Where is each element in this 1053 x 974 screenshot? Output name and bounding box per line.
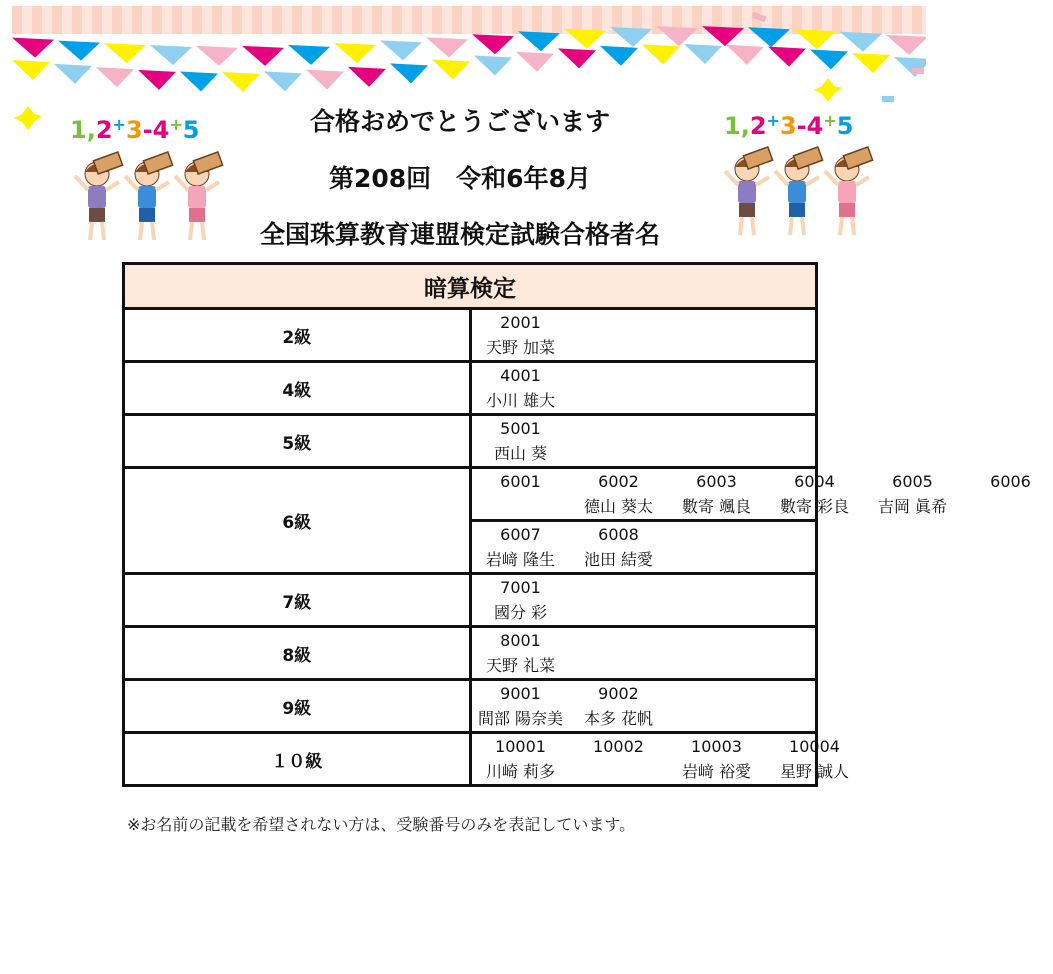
entries-cell [470, 309, 817, 362]
abacus-icon [93, 152, 122, 174]
entries-cell [470, 733, 850, 786]
abacus-icon [793, 147, 822, 169]
abacus-icon [743, 147, 772, 169]
exam-number: 9001 [500, 684, 541, 703]
entries-cell [470, 574, 817, 627]
examinee-name: 本多 花帆 [583, 709, 654, 728]
entries-cell [470, 362, 817, 415]
exam-number: 4001 [500, 366, 541, 385]
level-cell: 7級 [124, 574, 471, 627]
bunting-flag [222, 72, 260, 92]
bunting-flag [12, 38, 54, 58]
bunting-flag [610, 27, 652, 47]
examinee-entry [668, 469, 766, 519]
child-figure [75, 152, 123, 240]
entries-cell [470, 627, 817, 680]
bunting-flag [642, 44, 680, 64]
exam-number: 6002 [598, 472, 639, 491]
exam-session-heading: 第208回 令和6年8月 [329, 164, 591, 193]
exam-number: 8001 [500, 631, 541, 650]
examinee-entry [472, 575, 570, 625]
examinee-name: 間部 陽奈美 [477, 709, 564, 728]
child-figure [725, 147, 773, 235]
math-decoration-left [70, 115, 199, 144]
child-figure [775, 147, 823, 235]
svg-text:1,2+3-4+5: 1,2+3-4+5 [70, 115, 200, 144]
bunting-flag [58, 41, 100, 61]
bunting-flag [138, 70, 176, 90]
examinee-entry [962, 469, 1053, 519]
exam-number: 7001 [500, 578, 541, 597]
examinee-entry [570, 734, 668, 784]
level-cell: 4級 [124, 362, 471, 415]
bunting-flag [334, 43, 376, 63]
entries-cell [470, 468, 1031, 521]
abacus-icon [843, 147, 872, 169]
level-cell: 9級 [124, 680, 471, 733]
examinee-name: 岩﨑 隆生 [485, 550, 556, 569]
exam-number: 6008 [598, 525, 639, 544]
bunting-flag [150, 45, 192, 65]
examinee-entry [668, 734, 766, 784]
children-with-abacus-illustration-right [725, 147, 873, 235]
bunting-flag [288, 45, 330, 65]
examinee-name: 國分 彩 [493, 603, 548, 622]
bunting-flag [886, 35, 926, 55]
child-figure [825, 147, 873, 235]
bunting-flag [104, 43, 146, 63]
examinee-entry [472, 681, 570, 731]
exam-name-heading: 全国珠算教育連盟検定試験合格者名 [259, 220, 660, 249]
bunting-flag [54, 64, 92, 84]
bunting-flag [794, 29, 836, 49]
bunting-flag [196, 46, 238, 66]
examinee-name: 德山 葵太 [583, 497, 654, 516]
level-cell: １０級 [124, 733, 471, 786]
examinee-entry [472, 469, 570, 519]
table-title: 暗算検定 [124, 264, 817, 309]
examinee-entry [472, 628, 570, 678]
abacus-icon [143, 152, 172, 174]
examinee-entry [864, 469, 962, 519]
bunting-flag [600, 46, 638, 66]
bunting-flag [264, 71, 302, 91]
entries-cell [470, 415, 817, 468]
entries-cell [470, 521, 817, 574]
examinee-entry [472, 363, 570, 413]
bunting-flag [810, 49, 848, 69]
bunting-flag [516, 52, 554, 72]
examinee-entry [472, 734, 570, 784]
exam-number: 6007 [500, 525, 541, 544]
examinee-entry [766, 469, 864, 519]
bunting-flag [12, 60, 50, 80]
exam-number: 10004 [789, 737, 840, 756]
table-row [124, 574, 817, 627]
bunting-flag [348, 67, 386, 87]
bunting-flag [432, 60, 470, 80]
entries-cell [470, 680, 817, 733]
bunting-flags [12, 26, 926, 92]
congratulations-heading: 合格おめでとうございます [309, 107, 610, 136]
bunting-flag [852, 53, 890, 73]
bunting-flag [472, 34, 514, 54]
examinee-name: 數寄 颯良 [681, 497, 752, 516]
examinee-entry [570, 681, 668, 731]
footnote: ※お名前の記載を希望されない方は、受験番号のみを表記しています。 [127, 815, 636, 834]
examinee-entry [472, 522, 570, 572]
bunting-flag [426, 37, 468, 57]
examinee-entry [570, 469, 668, 519]
bunting-flag [180, 71, 218, 91]
bunting-flag [564, 29, 606, 49]
examinee-name: 小川 雄大 [485, 391, 556, 410]
examinee-name: 岩﨑 裕愛 [681, 762, 752, 781]
examinee-name: 天野 加菜 [485, 338, 556, 357]
examinee-entry [472, 310, 570, 360]
bunting-flag [242, 46, 284, 66]
examinee-entry [570, 522, 668, 572]
examinee-entry [766, 734, 864, 784]
bunting-flag [518, 31, 560, 51]
exam-number: 6003 [696, 472, 737, 491]
exam-number: 6001 [500, 472, 541, 491]
bunting-flag [684, 44, 722, 64]
bunting-flag [702, 26, 744, 46]
examinee-name: 數寄 彩良 [779, 497, 850, 516]
exam-number: 2001 [500, 313, 541, 332]
examinee-name: 池田 結愛 [583, 550, 654, 569]
bunting-flag [558, 48, 596, 68]
exam-number: 6005 [892, 472, 933, 491]
bunting-flag [726, 45, 764, 65]
exam-number: 10003 [691, 737, 742, 756]
table-row [124, 680, 817, 733]
exam-number: 10002 [593, 737, 644, 756]
bunting-flag [380, 40, 422, 60]
bunting-flag [390, 63, 428, 83]
table-row [124, 627, 817, 680]
examinee-name: 天野 礼菜 [485, 656, 556, 675]
svg-text:1,2+3-4+5: 1,2+3-4+5 [724, 111, 854, 140]
table-row [124, 468, 817, 521]
level-cell: 8級 [124, 627, 471, 680]
examinee-name: 川崎 莉多 [485, 762, 556, 781]
bunting-flag [748, 27, 790, 47]
table-row [124, 362, 817, 415]
table-row [124, 733, 817, 786]
level-cell: 2級 [124, 309, 471, 362]
examinee-name: 吉岡 眞希 [877, 497, 948, 516]
child-figure [125, 152, 173, 240]
exam-number: 9002 [598, 684, 639, 703]
math-decoration-right [724, 111, 853, 140]
examinee-entry [472, 416, 570, 466]
level-cell: 6級 [124, 468, 471, 574]
table-row [124, 309, 817, 362]
table-row [124, 415, 817, 468]
bunting-flag [306, 70, 344, 90]
results-table [122, 262, 1031, 787]
exam-number: 5001 [500, 419, 541, 438]
examinee-name: 星野 誠人 [779, 762, 850, 781]
bunting-flag [96, 67, 134, 87]
level-cell: 5級 [124, 415, 471, 468]
exam-number: 6004 [794, 472, 835, 491]
exam-number: 10001 [495, 737, 546, 756]
bunting-flag [840, 32, 882, 52]
bunting-flag [768, 47, 806, 67]
bunting-flag [474, 56, 512, 76]
bunting-flag [656, 26, 698, 46]
examinee-name: 西山 葵 [493, 444, 548, 463]
exam-number: 6006 [990, 472, 1031, 491]
